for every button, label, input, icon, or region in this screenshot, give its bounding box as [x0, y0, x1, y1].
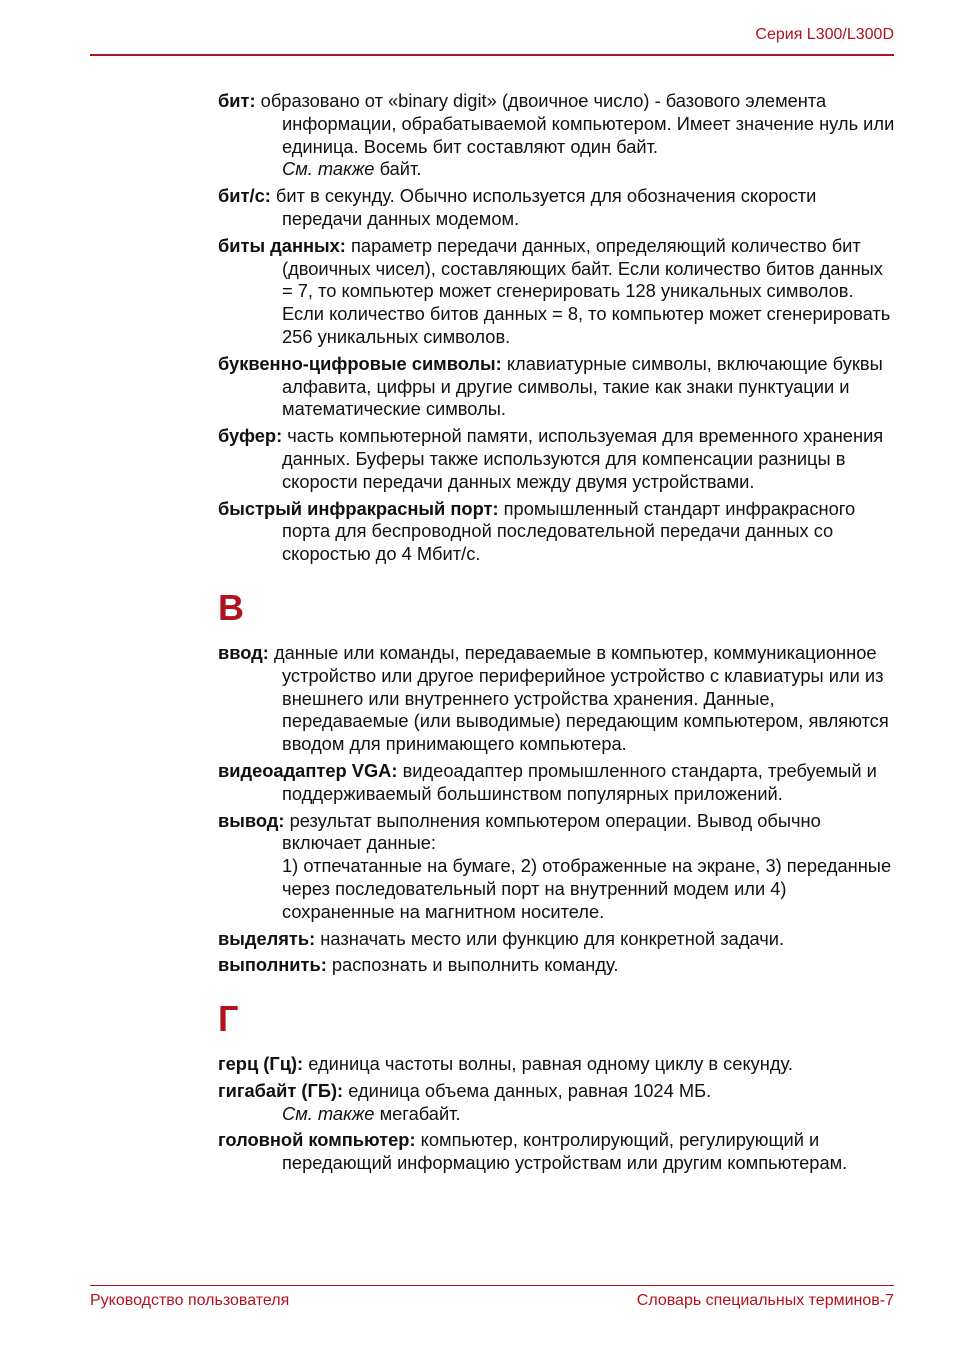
entry-term: выделять:: [218, 927, 316, 949]
entry-definition: распознать и выполнить команду.: [331, 954, 619, 976]
glossary-entry-data-bits: [218, 235, 896, 349]
entry-term: ввод:: [218, 641, 269, 663]
glossary-entry-hertz: [218, 1053, 896, 1076]
entry-definition: видеоадаптер промышленного стандарта, требуемый и поддерживаемый большинством популярных приложений.: [282, 759, 877, 804]
glossary-entry-input: [218, 642, 896, 756]
entry-term: гигабайт (ГБ):: [218, 1079, 344, 1101]
glossary-entry-execute: [218, 954, 896, 977]
header-rule: [90, 54, 894, 56]
see-also-label: См. также: [282, 1102, 375, 1124]
section-letter-g: Г: [218, 998, 239, 1040]
see-also-ref: байт.: [379, 158, 422, 180]
entry-term: бит:: [218, 90, 256, 111]
entry-term: быстрый инфракрасный порт:: [218, 497, 499, 519]
footer-right: Словарь специальных терминов-7: [636, 1292, 894, 1309]
entry-definition: бит в секунду. Обычно используется для обозначения скорости передачи данных модемом.: [275, 185, 817, 229]
glossary-entry-bps: [218, 185, 896, 231]
glossary-content: [218, 90, 896, 1179]
glossary-entry-alphanumeric: [218, 353, 896, 421]
footer-rule: [90, 1285, 894, 1286]
glossary-entry-buffer: [218, 425, 896, 493]
footer-left: Руководство пользователя: [90, 1292, 290, 1309]
glossary-entry-fast-ir: [218, 498, 896, 566]
entry-definition: назначать место или функцию для конкретной задачи.: [320, 927, 785, 949]
entry-definition: единица частоты волны, равная одному циклу в секунду.: [308, 1053, 793, 1075]
entry-term: видеоадаптер VGA:: [218, 759, 398, 781]
see-also-label: См. также: [282, 158, 375, 180]
section-letter-v: В: [218, 586, 244, 628]
entry-term: вывод:: [218, 809, 285, 831]
entry-definition-cont: 1) отпечатанные на бумаге, 2) отображенные на экране, 3) переданные через последовательный порт на внутренний модем или 4) сохраненные на магнитном носителе.: [282, 855, 892, 922]
entry-term: буфер:: [218, 425, 283, 447]
entry-definition: единица объема данных, равная 1024 МБ.: [348, 1079, 712, 1101]
entry-term: буквенно-цифровые символы:: [218, 352, 502, 374]
glossary-entry-vga: [218, 760, 896, 806]
entry-definition: образовано от «binary digit» (двоичное число) - базового элемента информации, обрабатываемой компьютером. Имеет значение нуль или единица. Восемь бит составляют один байт.: [260, 90, 895, 157]
entry-definition: параметр передачи данных, определяющий количество бит (двоичных чисел), составляющих байт. Если количество битов данных = 7, то компьютер может сгенерировать 128 уникальных символов. Если количество битов данных = 8, то компьютер может сгенерировать 256 уникальных символов.: [282, 234, 891, 347]
entry-definition: часть компьютерной памяти, используемая для временного хранения данных. Буферы также используются для компенсации разницы в скорости передачи данных между двумя устройствами.: [282, 425, 884, 492]
entry-term: бит/с:: [218, 185, 271, 207]
glossary-entry-bit: [218, 90, 896, 181]
glossary-entry-output: [218, 810, 896, 924]
glossary-entry-host: [218, 1129, 896, 1175]
entry-term: головной компьютер:: [218, 1129, 416, 1151]
entry-definition: промышленный стандарт инфракрасного порта для беспроводной последовательной передачи данных со скоростью до 4 Мбит/с.: [282, 497, 856, 565]
glossary-entry-gigabyte: [218, 1080, 896, 1126]
glossary-entry-allocate: [218, 928, 896, 951]
entry-definition: данные или команды, передаваемые в компьютер, коммуникационное устройство или другое периферийное устройство с клавиатуры или из внешнего или внутреннего устройства хранения. Данные, передаваемые (или выводимые) передающим компьютером, являются вводом для принимающего компьютера.: [273, 641, 889, 755]
entry-definition: клавиатурные символы, включающие буквы алфавита, цифры и другие символы, такие как знаки пунктуации и математические символы.: [282, 352, 883, 420]
entry-term: биты данных:: [218, 234, 346, 256]
see-also-ref: мегабайт.: [379, 1102, 461, 1124]
entry-term: герц (Гц):: [218, 1053, 304, 1075]
header-title: Серия L300/L300D: [755, 26, 894, 43]
entry-definition: компьютер, контролирующий, регулирующий и передающий информацию устройствам или другим компьютерам.: [282, 1129, 848, 1174]
entry-definition: результат выполнения компьютером операции. Вывод обычно включает данные:: [282, 809, 821, 854]
entry-term: выполнить:: [218, 954, 327, 976]
